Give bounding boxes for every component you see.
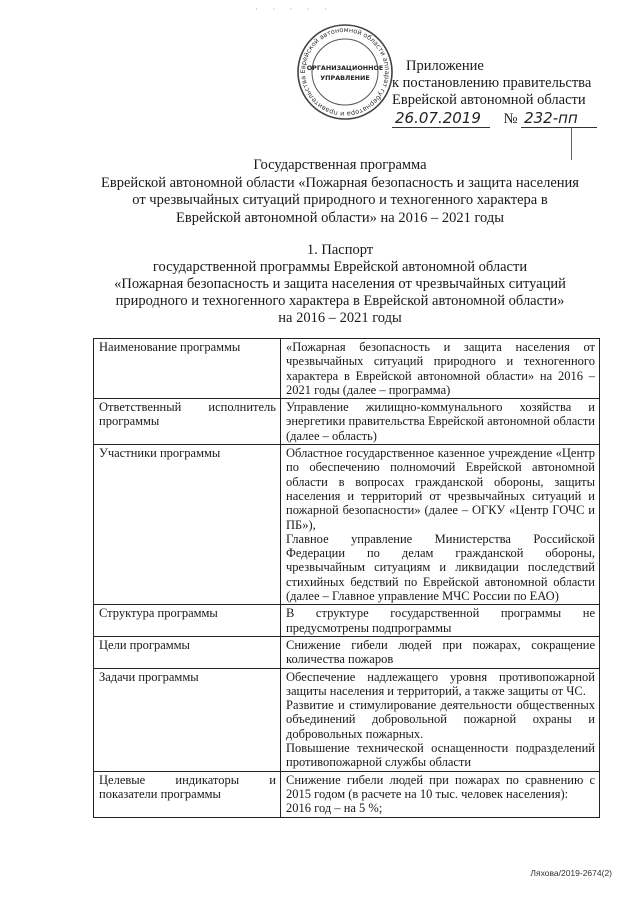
date-number-line — [392, 110, 622, 128]
title-line2: Еврейской автономной области «Пожарная безопасность и защита населения — [101, 174, 579, 191]
handwritten-date: 26.07.2019 — [392, 110, 490, 128]
row-value: «Пожарная безопасность и защита населения от чрезвычайных ситуаций природного и техногенного характера в Еврейской автономной области» на 2016 – 2021 годы (далее – программа) — [281, 339, 600, 399]
passport-line4: природного и техногенного характера в Еврейской автономной области» — [115, 293, 565, 309]
passport-line5: на 2016 – 2021 годы — [278, 310, 402, 326]
passport-line2: государственной программы Еврейской автономной области — [152, 259, 528, 275]
passport-table — [93, 338, 600, 818]
passport-heading — [60, 242, 620, 327]
title-line1: Государственная программа — [253, 157, 427, 173]
row-value: Управление жилищно-коммунального хозяйства и энергетики правительства Еврейской автономной области (далее – область) — [281, 399, 600, 445]
appendix-header — [392, 58, 622, 128]
row-value — [281, 445, 600, 605]
passport-line1: 1. Паспорт — [306, 242, 374, 258]
table-row — [94, 668, 600, 771]
row-label: Целевые индикаторы и показатели программы — [94, 771, 281, 817]
row-value-para1: Обеспечение надлежащего уровня противопожарной защиты населения и территорий, а также защиты от ЧС. — [286, 669, 595, 698]
document-footer-code: Ляхова/2019-2674(2) — [530, 868, 612, 878]
row-label: Ответственный исполнитель программы — [94, 399, 281, 445]
row-label: Участники программы — [94, 445, 281, 605]
row-value: В структуре государственной программы не предусмотрены подпрограммы — [281, 605, 600, 637]
number-label: № — [503, 111, 518, 127]
row-value — [281, 771, 600, 817]
table-row — [94, 771, 600, 817]
title-line4: Еврейской автономной области» на 2016 – 2021 годы — [176, 209, 504, 226]
program-title — [60, 157, 620, 227]
appendix-line3: Еврейской автономной области — [392, 92, 586, 108]
appendix-line2: к постановлению правительства — [392, 75, 592, 91]
stamp-center-line2: УПРАВЛЕНИЕ — [320, 74, 370, 82]
row-value: Снижение гибели людей при пожарах, сокращение количества пожаров — [281, 636, 600, 668]
stamp-center-line1: ОРГАНИЗАЦИОННОЕ — [306, 64, 384, 72]
row-label: Структура программы — [94, 605, 281, 637]
handwritten-number: 232-пп — [521, 110, 597, 128]
row-value-para3: Повышение технической оснащенности подразделений противопожарной службы области — [286, 741, 595, 770]
appendix-line1: Приложение — [406, 58, 484, 74]
row-label: Задачи программы — [94, 668, 281, 771]
row-value — [281, 668, 600, 771]
margin-line — [571, 128, 572, 160]
row-value-para2: Главное управление Министерства Российской Федерации по делам гражданской обороны, чрезвычайным ситуациям и ликвидации последствий стихийных бедствий по Еврейской автономной области (далее – Главное управление МЧС России по ЕАО) — [286, 531, 595, 604]
passport-line3: «Пожарная безопасность и защита населения от чрезвычайных ситуаций — [114, 276, 566, 292]
title-line3: от чрезвычайных ситуаций природного и техногенного характера в — [132, 192, 548, 208]
table-row — [94, 399, 600, 445]
row-label: Наименование программы — [94, 339, 281, 399]
official-stamp — [295, 22, 395, 122]
row-value-para2: Развитие и стимулирование деятельности общественных объединений добровольной пожарной охраны и добровольных пожарных. — [286, 698, 595, 741]
table-row — [94, 445, 600, 605]
stamp-ring-text: аппарат губернатора и правительства Еврейской автономной области — [298, 25, 392, 119]
scan-artifact: · · · · · — [255, 4, 333, 14]
row-value-para1: Снижение гибели людей при пожарах по сравнению с 2015 годом (в расчете на 10 тыс. человек населения): — [286, 772, 595, 801]
table-row — [94, 636, 600, 668]
table-row — [94, 605, 600, 637]
row-value-para1: Областное государственное казенное учреждение «Центр по обеспечению полномочий Еврейской автономной области в вопросах гражданской обороны, защиты населения и территорий от чрезвычайных ситуаций и пожарной безопасности» (далее – ОГКУ «Центр ГОЧС и ПБ»), — [286, 446, 595, 532]
table-row — [94, 339, 600, 399]
svg-text:аппарат губернатора и правител — [295, 22, 395, 122]
row-label: Цели программы — [94, 636, 281, 668]
row-value-para2: 2016 год – на 5 %; — [286, 801, 383, 816]
